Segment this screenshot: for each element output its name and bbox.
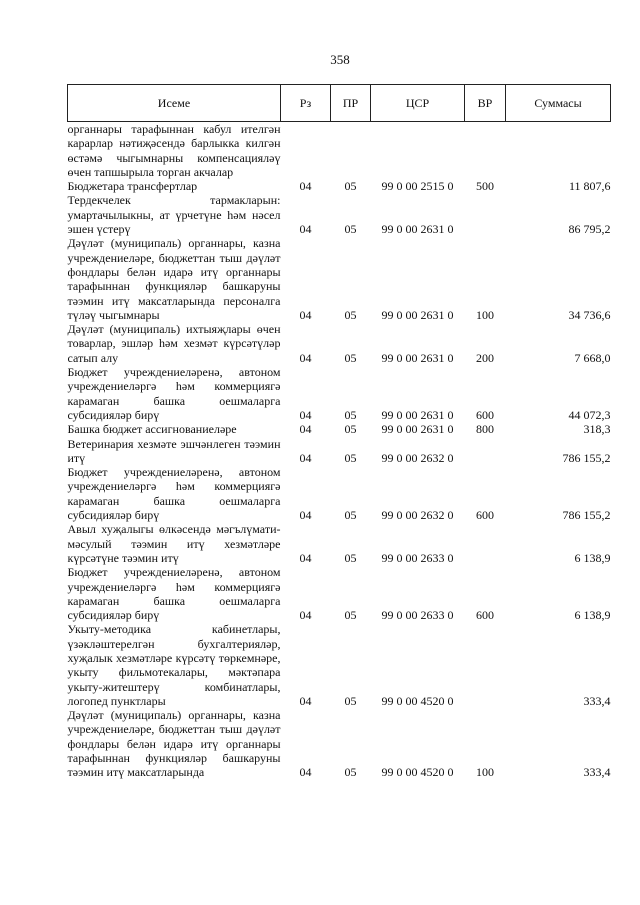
row-rz: 04 [299, 307, 312, 322]
row-sum: 44 072,3 [568, 407, 611, 422]
table-row [68, 122, 611, 180]
row-name: Бюджет учреждениеләренә, автоном учреждениеләргә һәм коммерциягә карамаган башка оешмаларга субсидияләр бирү [67, 465, 281, 523]
row-rz [281, 122, 331, 180]
row-csr: 99 0 00 2631 0 [381, 350, 454, 365]
row-csr: 99 0 00 4520 0 [381, 693, 454, 708]
row-pr: 05 [344, 550, 357, 565]
row-vr [465, 437, 506, 466]
row-name: Тердекчелек тармакларын: умартачылыкны, ат үрчетүне һәм нәсел эшен үстерү [67, 193, 281, 237]
row-sum: 786 155,2 [562, 508, 611, 523]
row-vr [465, 122, 506, 180]
row-csr: 99 0 00 2631 0 [381, 407, 454, 422]
row-rz: 04 [299, 550, 312, 565]
row-vr: 100 [476, 307, 494, 322]
row-pr: 05 [344, 350, 357, 365]
row-sum: 333,4 [583, 765, 611, 780]
table-header [68, 85, 611, 122]
row-csr: 99 0 00 2631 0 [381, 307, 454, 322]
row-name: Бюджет учреждениеләренә, автоном учреждениеләргә һәм коммерциягә карамаган башка оешмаларга субсидияләр бирү [67, 565, 281, 623]
row-vr [465, 193, 506, 236]
row-vr: 600 [476, 608, 494, 623]
row-name: Дәүләт (муниципаль) органнары, казна учреждениеләре, бюджеттан тыш дәүләт фондлары белән идарә итү органнары тарафыннан функцияләр башкаруны тәэмин итү максатларында персоналга түләү чыгымнары [67, 236, 281, 322]
table-row [68, 322, 611, 365]
row-name: Бюджетара трансфертлар [67, 179, 198, 194]
row-pr: 05 [344, 179, 357, 194]
row-csr: 99 0 00 2633 0 [381, 550, 454, 565]
header-name: Исеме [68, 85, 281, 122]
row-csr: 99 0 00 2632 0 [381, 508, 454, 523]
table-row [68, 236, 611, 322]
table-row [68, 193, 611, 236]
row-vr: 100 [476, 765, 494, 780]
row-pr: 05 [344, 407, 357, 422]
row-pr: 05 [344, 693, 357, 708]
row-rz: 04 [299, 179, 312, 194]
row-sum: 7 668,0 [574, 350, 611, 365]
row-name: Ветеринария хезмәте эшчәнлеген тәэмин итү [67, 436, 281, 465]
table-row [68, 708, 611, 779]
row-pr: 05 [344, 422, 357, 437]
row-name: Укыту-методика кабинетлары, үзәкләштерелгән бухгалтерияләр, хуҗалык хезмәтләре күрсәтү төркемнәре, укыту фильмотекалары, мәктәпара укыту-житештерү комбинатлары, логопед пунктлары [67, 622, 281, 708]
row-rz: 04 [299, 422, 312, 437]
row-name: Авыл хуҗалыгы өлкәсендә мәгълүмати-мәсулый тәэмин итү хезмәтләре күрсәтүне тәэмин итү [67, 522, 281, 565]
table-row [68, 365, 611, 422]
row-csr: 99 0 00 2515 0 [381, 179, 454, 194]
row-csr: 99 0 00 2632 0 [381, 450, 454, 465]
row-vr: 600 [476, 508, 494, 523]
row-rz: 04 [299, 765, 312, 780]
row-vr [465, 622, 506, 708]
row-sum: 11 807,6 [568, 179, 611, 194]
header-pr: ПР [331, 85, 371, 122]
row-pr: 05 [344, 608, 357, 623]
row-csr: 99 0 00 2631 0 [381, 222, 454, 237]
budget-table [67, 84, 611, 780]
row-rz: 04 [299, 508, 312, 523]
table-body [68, 122, 611, 780]
row-pr: 05 [344, 307, 357, 322]
row-vr [465, 522, 506, 565]
row-vr: 600 [476, 407, 494, 422]
row-vr: 800 [476, 422, 494, 437]
table-row [68, 179, 611, 193]
table-row [68, 465, 611, 522]
row-rz: 04 [299, 693, 312, 708]
header-vr: ВР [465, 85, 506, 122]
row-pr: 05 [344, 765, 357, 780]
row-name: Бюджет учреждениеләренә, автоном учреждениеләргә һәм коммерциягә карамаган башка оешмаларга субсидияләр бирү [67, 365, 281, 422]
row-rz: 04 [299, 350, 312, 365]
row-name: Дәүләт (муниципаль) органнары, казна учреждениеләре, бюджеттан тыш дәүләт фондлары белән идарә итү органнары тарафыннан функцияләр башкаруны тәэмин итү максатларында [67, 708, 281, 780]
row-csr [371, 122, 465, 180]
row-name: Дәүләт (муниципаль) ихтыяҗлары өчен товарлар, эшләр һәм хезмәт күрсәтүләр сатып алу [67, 322, 281, 365]
row-rz: 04 [299, 608, 312, 623]
row-pr: 05 [344, 222, 357, 237]
row-sum: 6 138,9 [574, 608, 611, 623]
row-rz: 04 [299, 407, 312, 422]
table-row [68, 565, 611, 622]
row-sum: 6 138,9 [574, 550, 611, 565]
row-sum: 86 795,2 [568, 222, 611, 237]
table-row [68, 422, 611, 436]
row-sum: 318,3 [583, 422, 611, 437]
row-name: органнары тарафыннан кабул ителгән карарлар нәтиҗәсендә барлыкка килгән өстәмә чыгымнарны компенсацияләү өчен тапшырыла торган акчалар [67, 122, 281, 179]
row-csr: 99 0 00 2631 0 [381, 422, 454, 437]
row-vr: 500 [476, 179, 494, 194]
row-pr: 05 [344, 450, 357, 465]
row-rz: 04 [299, 222, 312, 237]
row-sum: 34 736,6 [568, 307, 611, 322]
row-vr: 200 [476, 350, 494, 365]
row-sum: 786 155,2 [562, 450, 611, 465]
row-csr: 99 0 00 4520 0 [381, 765, 454, 780]
row-pr: 05 [344, 508, 357, 523]
header-csr: ЦСР [371, 85, 465, 122]
row-pr [331, 122, 371, 180]
page-number: 358 [330, 52, 350, 67]
table-row [68, 437, 611, 466]
row-sum: 333,4 [583, 693, 611, 708]
row-name: Башка бюджет ассигнованиеләре [67, 422, 237, 437]
header-sum: Суммасы [506, 85, 611, 122]
row-csr: 99 0 00 2633 0 [381, 608, 454, 623]
row-sum [506, 122, 611, 180]
table-row [68, 622, 611, 708]
table-row [68, 522, 611, 565]
row-rz: 04 [299, 450, 312, 465]
header-rz: Рз [281, 85, 331, 122]
